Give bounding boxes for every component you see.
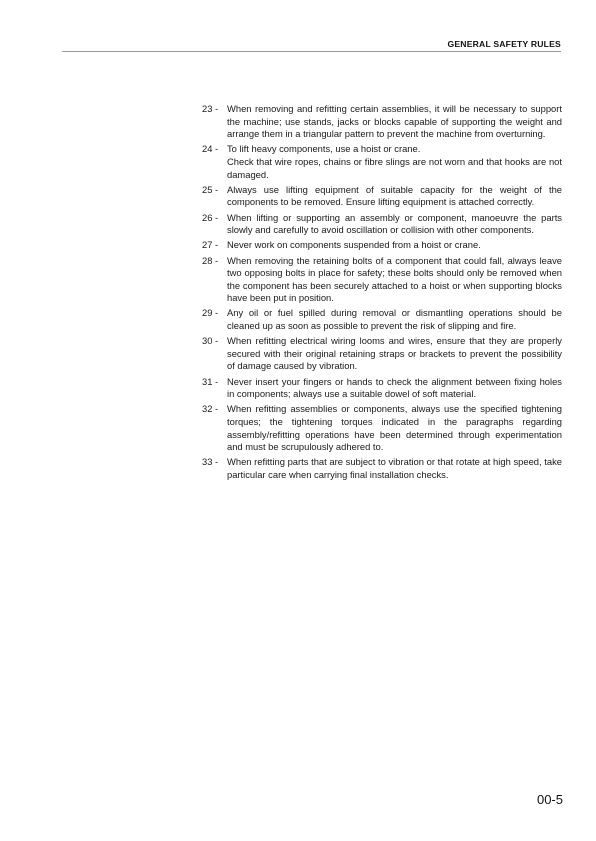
rule-text: When refitting assemblies or components, always use the specified tightening torques; the tightening torques indicated in the paragraphs regarding assembly/refitting operations have been determined through experimentation and must be scrupulously adhered to. [227, 403, 562, 453]
rule-text: When lifting or supporting an assembly or component, manoeuvre the parts slowly and carefully to avoid oscillation or collision with other components. [227, 211, 562, 236]
rule-item-29 [202, 307, 562, 332]
rule-item-30 [202, 335, 562, 373]
rule-number: 27 - [202, 239, 219, 251]
rule-number: 33 - [202, 456, 219, 468]
rule-text: When removing and refitting certain assemblies, it will be necessary to support the machine; use stands, jacks or blocks capable of supporting the weight and arrange them in a triangular pattern to prevent the machine from overturning. [227, 103, 562, 140]
rule-item-26 [202, 212, 562, 237]
rule-number: 25 - [202, 183, 219, 195]
rule-item-28 [202, 255, 562, 305]
rule-text: Always use lifting equipment of suitable capacity for the weight of the components to be removed. Ensure lifting equipment is attached correctly. [227, 183, 562, 208]
rule-text: Never insert your fingers or hands to check the alignment between fixing holes in components; always use a suitable dowel of soft material. [227, 375, 562, 400]
rule-text: Never work on components suspended from a hoist or crane. [227, 239, 481, 251]
rule-text: To lift heavy components, use a hoist or crane. Check that wire ropes, chains or fibre slings are not worn and that hooks are not damaged. [227, 143, 562, 180]
rule-item-23 [202, 103, 562, 141]
rule-number: 24 - [202, 143, 219, 155]
rule-number: 28 - [202, 254, 219, 266]
rule-text: Any oil or fuel spilled during removal or dismantling operations should be cleaned up as soon as possible to prevent the risk of slipping and fire. [227, 307, 562, 332]
safety-rules-list [202, 103, 562, 484]
rule-text: When removing the retaining bolts of a component that could fall, always leave two opposing bolts in place for safety; these bolts should only be removed when the component has been securely attached to a hoist or when supporting blocks have been put in position. [227, 254, 562, 304]
rule-number: 32 - [202, 403, 219, 415]
rule-text: When refitting electrical wiring looms and wires, ensure that they are properly secured with their original retaining straps or brackets to prevent the possibility of damage caused by vibration. [227, 335, 562, 372]
rule-number: 30 - [202, 335, 219, 347]
rule-number: 26 - [202, 211, 219, 223]
header-divider [62, 51, 561, 52]
rule-number: 29 - [202, 307, 219, 319]
section-title: GENERAL SAFETY RULES [447, 39, 561, 49]
rule-number: 23 - [202, 103, 219, 114]
rule-item-25 [202, 184, 562, 209]
rule-number: 31 - [202, 375, 219, 387]
page-number: 00-5 [536, 792, 563, 807]
rule-item-24 [202, 143, 562, 181]
rule-text: When refitting parts that are subject to vibration or that rotate at high speed, take particular care when carrying final installation checks. [227, 456, 562, 480]
rule-item-33 [202, 456, 562, 481]
rule-item-31 [202, 376, 562, 401]
rule-item-27 [202, 239, 562, 252]
rule-item-32 [202, 403, 562, 453]
